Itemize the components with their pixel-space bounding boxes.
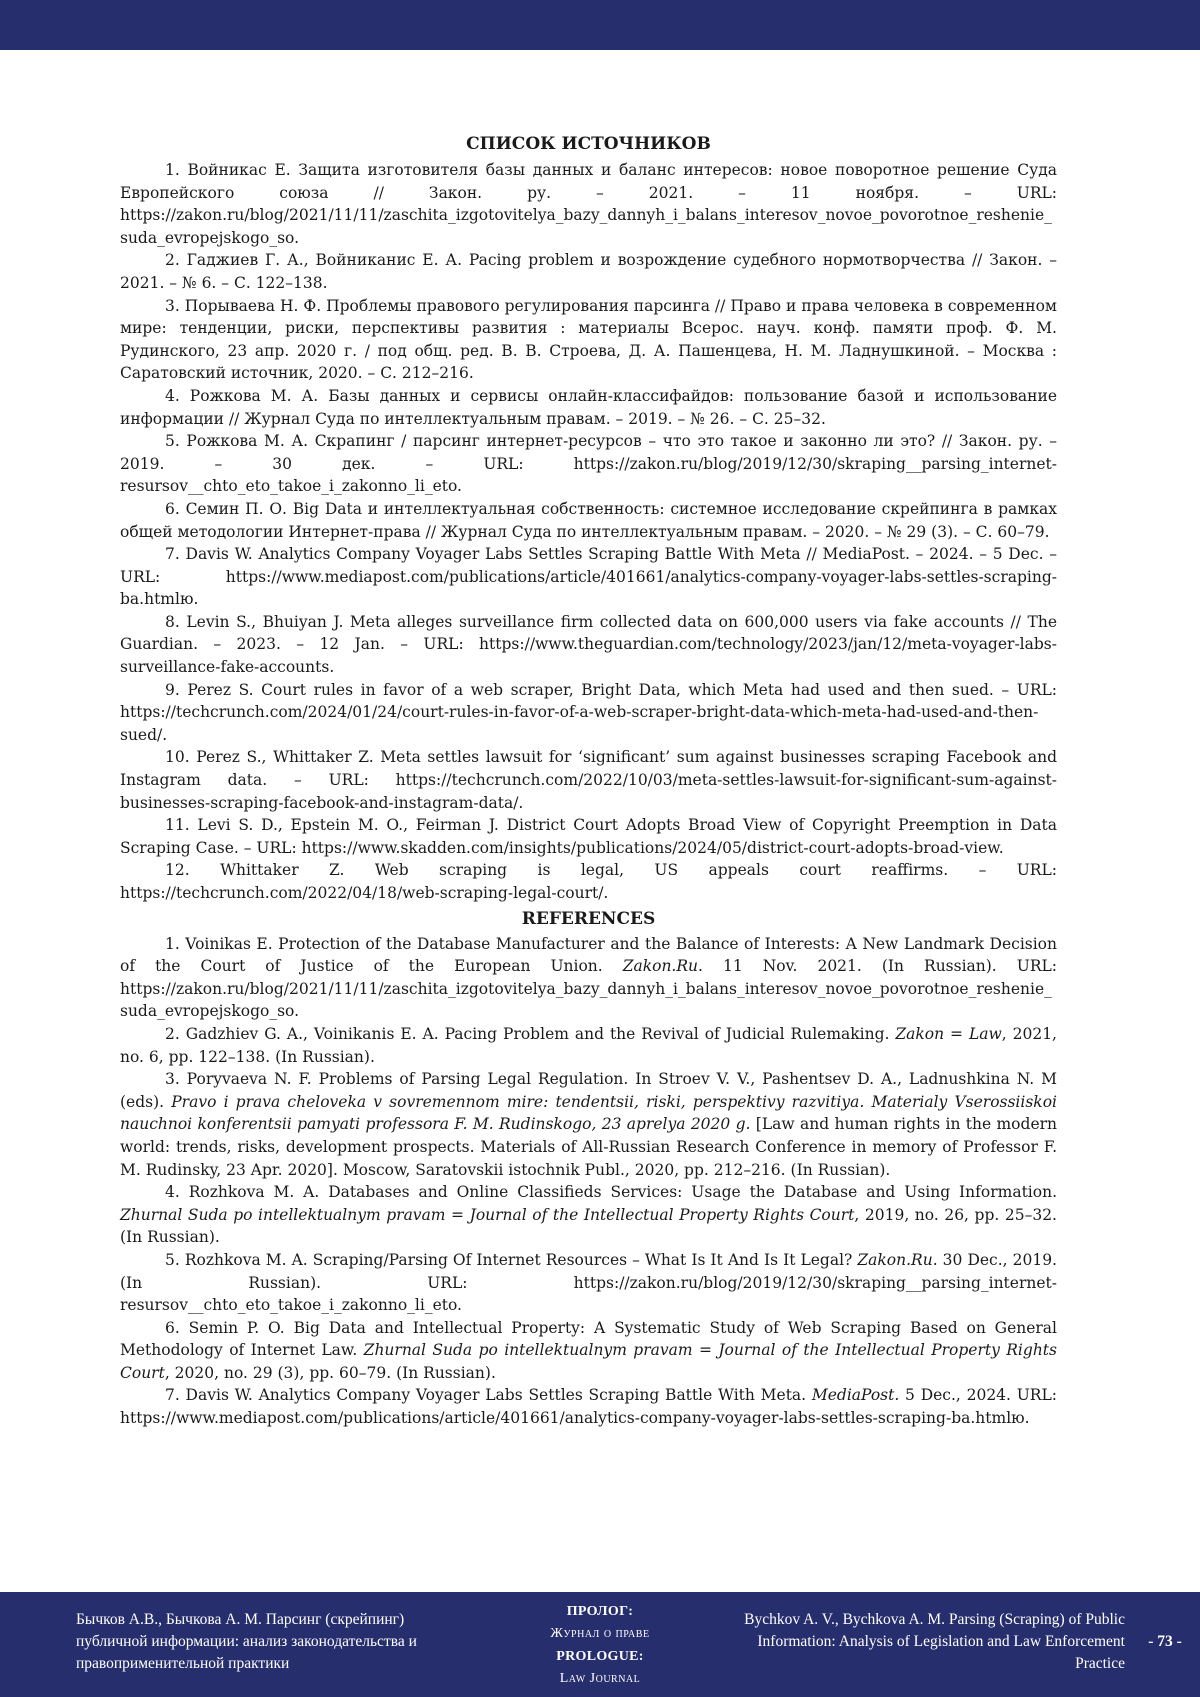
entry-text: 5. Рожкова М. А. Скрапинг / парсинг интернет-ресурсов – что это такое и законно ли это? // Закон. ру. – 2019. – 30 дек. – URL: https://zakon.ru/blog/2019/12/30/skraping__parsing_internet-resursov__chto_eto_takoe_i_zakonno_li_eto. [120,432,1057,496]
source-entry [120,385,1057,430]
source-entry [120,543,1057,611]
entry-text: 1. Voinikas E. Protection of the Database Manufacturer and the Balance of Interests: A New Landmark Decision of the Court of Justice of the European Union. [120,934,1057,976]
entry-text: 7. Davis W. Analytics Company Voyager Labs Settles Scraping Battle With Meta. [165,1386,812,1405]
references-heading: REFERENCES [521,908,656,929]
entry-title-italic: Pravo i prava cheloveka v sovremennom mire: tendentsii, riski, perspektivy razvitiya. Materialy Vserossiiskoi nauchnoi konferentsii pamyati professora F. M. Rudinskogo, 23 aprelya 2020 g. [120,1092,1057,1134]
reference-entry [120,1068,1057,1181]
bibliography [120,131,1057,1430]
entry-text: 3. Порываева Н. Ф. Проблемы правового регулирования парсинга // Право и права человека в современном мире: тенденции, риски, перспективы развития : материалы Всерос. науч. конф. памяти проф. Ф. М. Рудинского, 23 апр. 2020 г. / под общ. ред. В. В. Строева, Д. А. Пашенцева, Н. М. Ладнушкиной. – Москва : Саратовский источник, 2020. – С. 212–216. [120,296,1057,383]
entry-text: 7. Davis W. Analytics Company Voyager Labs Settles Scraping Battle With Meta // MediaPost. – 2024. – 5 Dec. – URL: https://www.mediapost.com/publications/article/401661/analytics-company-voyager-labs-settles-scraping-ba.htmlю. [120,545,1057,609]
source-entry [120,295,1057,385]
entry-title-italic: Zhurnal Suda po intellektualnym pravam = Journal of the Intellectual Property Rights Court [120,1341,1057,1382]
entry-title-italic: Zakon.Ru [622,957,699,976]
entry-text: . 30 Dec., 2019. (In Russian). URL: https://zakon.ru/blog/2019/12/30/skraping__parsing_internet-resursov__chto_eto_takoe_i_zakonno_li_eto. [120,1250,1057,1315]
entry-text: 11. Levi S. D., Epstein M. O., Feirman J. District Court Adopts Broad View of Copyright Preemption in Data Scraping Case. – URL: https://www.skadden.com/insights/publications/2024/05/district-court-adopts-broad-view. [120,816,1057,857]
reference-entry [120,1317,1057,1385]
entry-title-italic: Zhurnal Suda po intellektualnym pravam = Journal of the Intellectual Property Rights Court [120,1205,855,1224]
entry-text: 6. Семин П. О. Big Data и интеллектуальная собственность: системное исследование скрейпинга в рамках общей методологии Интернет-права // Журнал Суда по интеллектуальным правам. – 2020. – № 29 (3). – С. 60–79. [120,499,1057,541]
journal-title-en: PROLOGUE: [556,1649,644,1664]
footer-citation-ru: Бычков А.В., Бычкова А. М. Парсинг (скрейпинг) публичной информации: анализ законодательства и правоприменительной практики [76,1611,417,1672]
source-entry [120,498,1057,543]
footer-band [0,1592,1200,1697]
source-entry [120,249,1057,294]
entry-text: . 11 Nov. 2021. (In Russian). URL: https://zakon.ru/blog/2021/11/11/zaschita_izgotovitelya_bazy_dannyh_i_balans_interesov_novoe_povorotnoe_reshenie_suda_evropejskogo_so. [120,957,1057,1021]
sources-heading: СПИСОК ИСТОЧНИКОВ [466,134,711,154]
entry-title-italic: Zakon = Law [895,1024,1002,1043]
journal-title-block [500,1600,700,1690]
entry-text: 4. Рожкова М. А. Базы данных и сервисы онлайн-классифайдов: пользование базой и использование информации // Журнал Суда по интеллектуальным правам. – 2019. – № 26. – С. 25–32. [120,386,1057,428]
header-band [0,0,1200,50]
reference-entry [120,1023,1057,1068]
entry-text: 2. Gadzhiev G. A., Voinikanis E. A. Pacing Problem and the Revival of Judicial Rulemaking. [165,1024,896,1043]
entry-text: 9. Perez S. Court rules in favor of a web scraper, Bright Data, which Meta had used and then sued. – URL: https://techcrunch.com/2024/01/24/court-rules-in-favor-of-a-web-scraper-bright-data-which-meta-had-used-and-then-sued/. [120,680,1057,744]
entry-text: 2. Гаджиев Г. А., Войниканис Е. А. Pacing problem и возрождение судебного нормотворчества // Закон. – 2021. – № 6. – С. 122–138. [120,251,1057,292]
entry-text: 5. Rozhkova M. A. Scraping/Parsing Of Internet Resources – What Is It And Is It Legal? [165,1250,858,1269]
entry-text: [Law and human rights in the modern world: trends, risks, development prospects. Materials of All-Russian Research Conference in memory of Professor F. M. Rudinsky, 23 Apr. 2020]. Moscow, Saratovskii istochnik Publ., 2020, pp. 212–216. (In Russian). [120,1115,1058,1179]
entry-text: 6. Semin P. O. Big Data and Intellectual Property: A Systematic Study of Web Scraping Based on General Methodology of Internet Law. [120,1318,1057,1360]
reference-entry [120,1384,1057,1429]
entry-title-italic: Zakon.Ru [857,1250,933,1269]
source-entry [120,430,1057,498]
references-list [120,933,1057,1430]
entry-text: , 2019, no. 26, pp. 25–32. (In Russian). [120,1205,1057,1247]
entry-text: 5 Dec., 2024. URL: https://www.mediapost.com/publications/article/401661/analytics-company-voyager-labs-settles-scraping-ba.htmlю. [120,1386,1057,1428]
sources-list [120,159,1057,905]
source-entry [120,746,1057,814]
source-entry [120,679,1057,747]
source-entry [120,611,1057,679]
source-entry [120,859,1057,904]
source-entry [120,814,1057,859]
source-entry [120,159,1057,249]
reference-entry [120,933,1057,1023]
journal-title-ru: ПРОЛОГ: [566,1604,634,1619]
reference-entry [120,1249,1057,1317]
entry-text: 1. Войникас Е. Защита изготовителя базы данных и баланс интересов: новое поворотное решение Суда Европейского союза // Закон. ру. – 2021. – 11 ноября. – URL: https://zakon.ru/blog/2021/11/11/zaschita_izgotovitelya_bazy_dannyh_i_balans_interesov_novoe_povorotnoe_reshenie_suda_evropejskogo_so. [120,161,1057,247]
entry-text: 10. Perez S., Whittaker Z. Meta settles lawsuit for ‘significant’ sum against businesses scraping Facebook and Instagram data. – URL: https://techcrunch.com/2022/10/03/meta-settles-lawsuit-for-significant-sum-against-businesses-scraping-facebook-and-instagram-data/. [120,748,1057,812]
entry-text: , 2021, no. 6, pp. 122–138. (In Russian). [120,1024,1057,1066]
reference-entry [120,1181,1057,1249]
journal-subtitle-en: Law Journal [559,1671,641,1686]
entry-text: 12. Whittaker Z. Web scraping is legal, US appeals court reaffirms. – URL: https://techcrunch.com/2022/04/18/web-scraping-legal-court/. [120,861,1057,902]
page-number: - 73 - [1148,1633,1182,1650]
entry-text: 3. Poryvaeva N. F. Problems of Parsing Legal Regulation. In Stroev V. V., Pashentsev D. A., Ladnushkina N. M (eds). [120,1070,1057,1111]
entry-title-italic: MediaPost. [811,1386,900,1405]
entry-text: 8. Levin S., Bhuiyan J. Meta alleges surveillance firm collected data on 600,000 users via fake accounts // The Guardian. – 2023. – 12 Jan. – URL: https://www.theguardian.com/technology/2023/jan/12/meta-voyager-labs-surveillance-fake-accounts. [120,612,1057,677]
entry-text: 4. Rozhkova M. A. Databases and Online Classifieds Services: Usage the Database and Using Information. [165,1183,1057,1202]
journal-subtitle-ru: Журнал о праве [550,1626,650,1641]
entry-text: , 2020, no. 29 (3), pp. 60–79. (In Russian). [164,1363,496,1382]
footer-citation-en: Bychkov A. V., Bychkova A. M. Parsing (Scraping) of Public Information: Analysis of Legislation and Law Enforcement Practice [744,1611,1125,1672]
